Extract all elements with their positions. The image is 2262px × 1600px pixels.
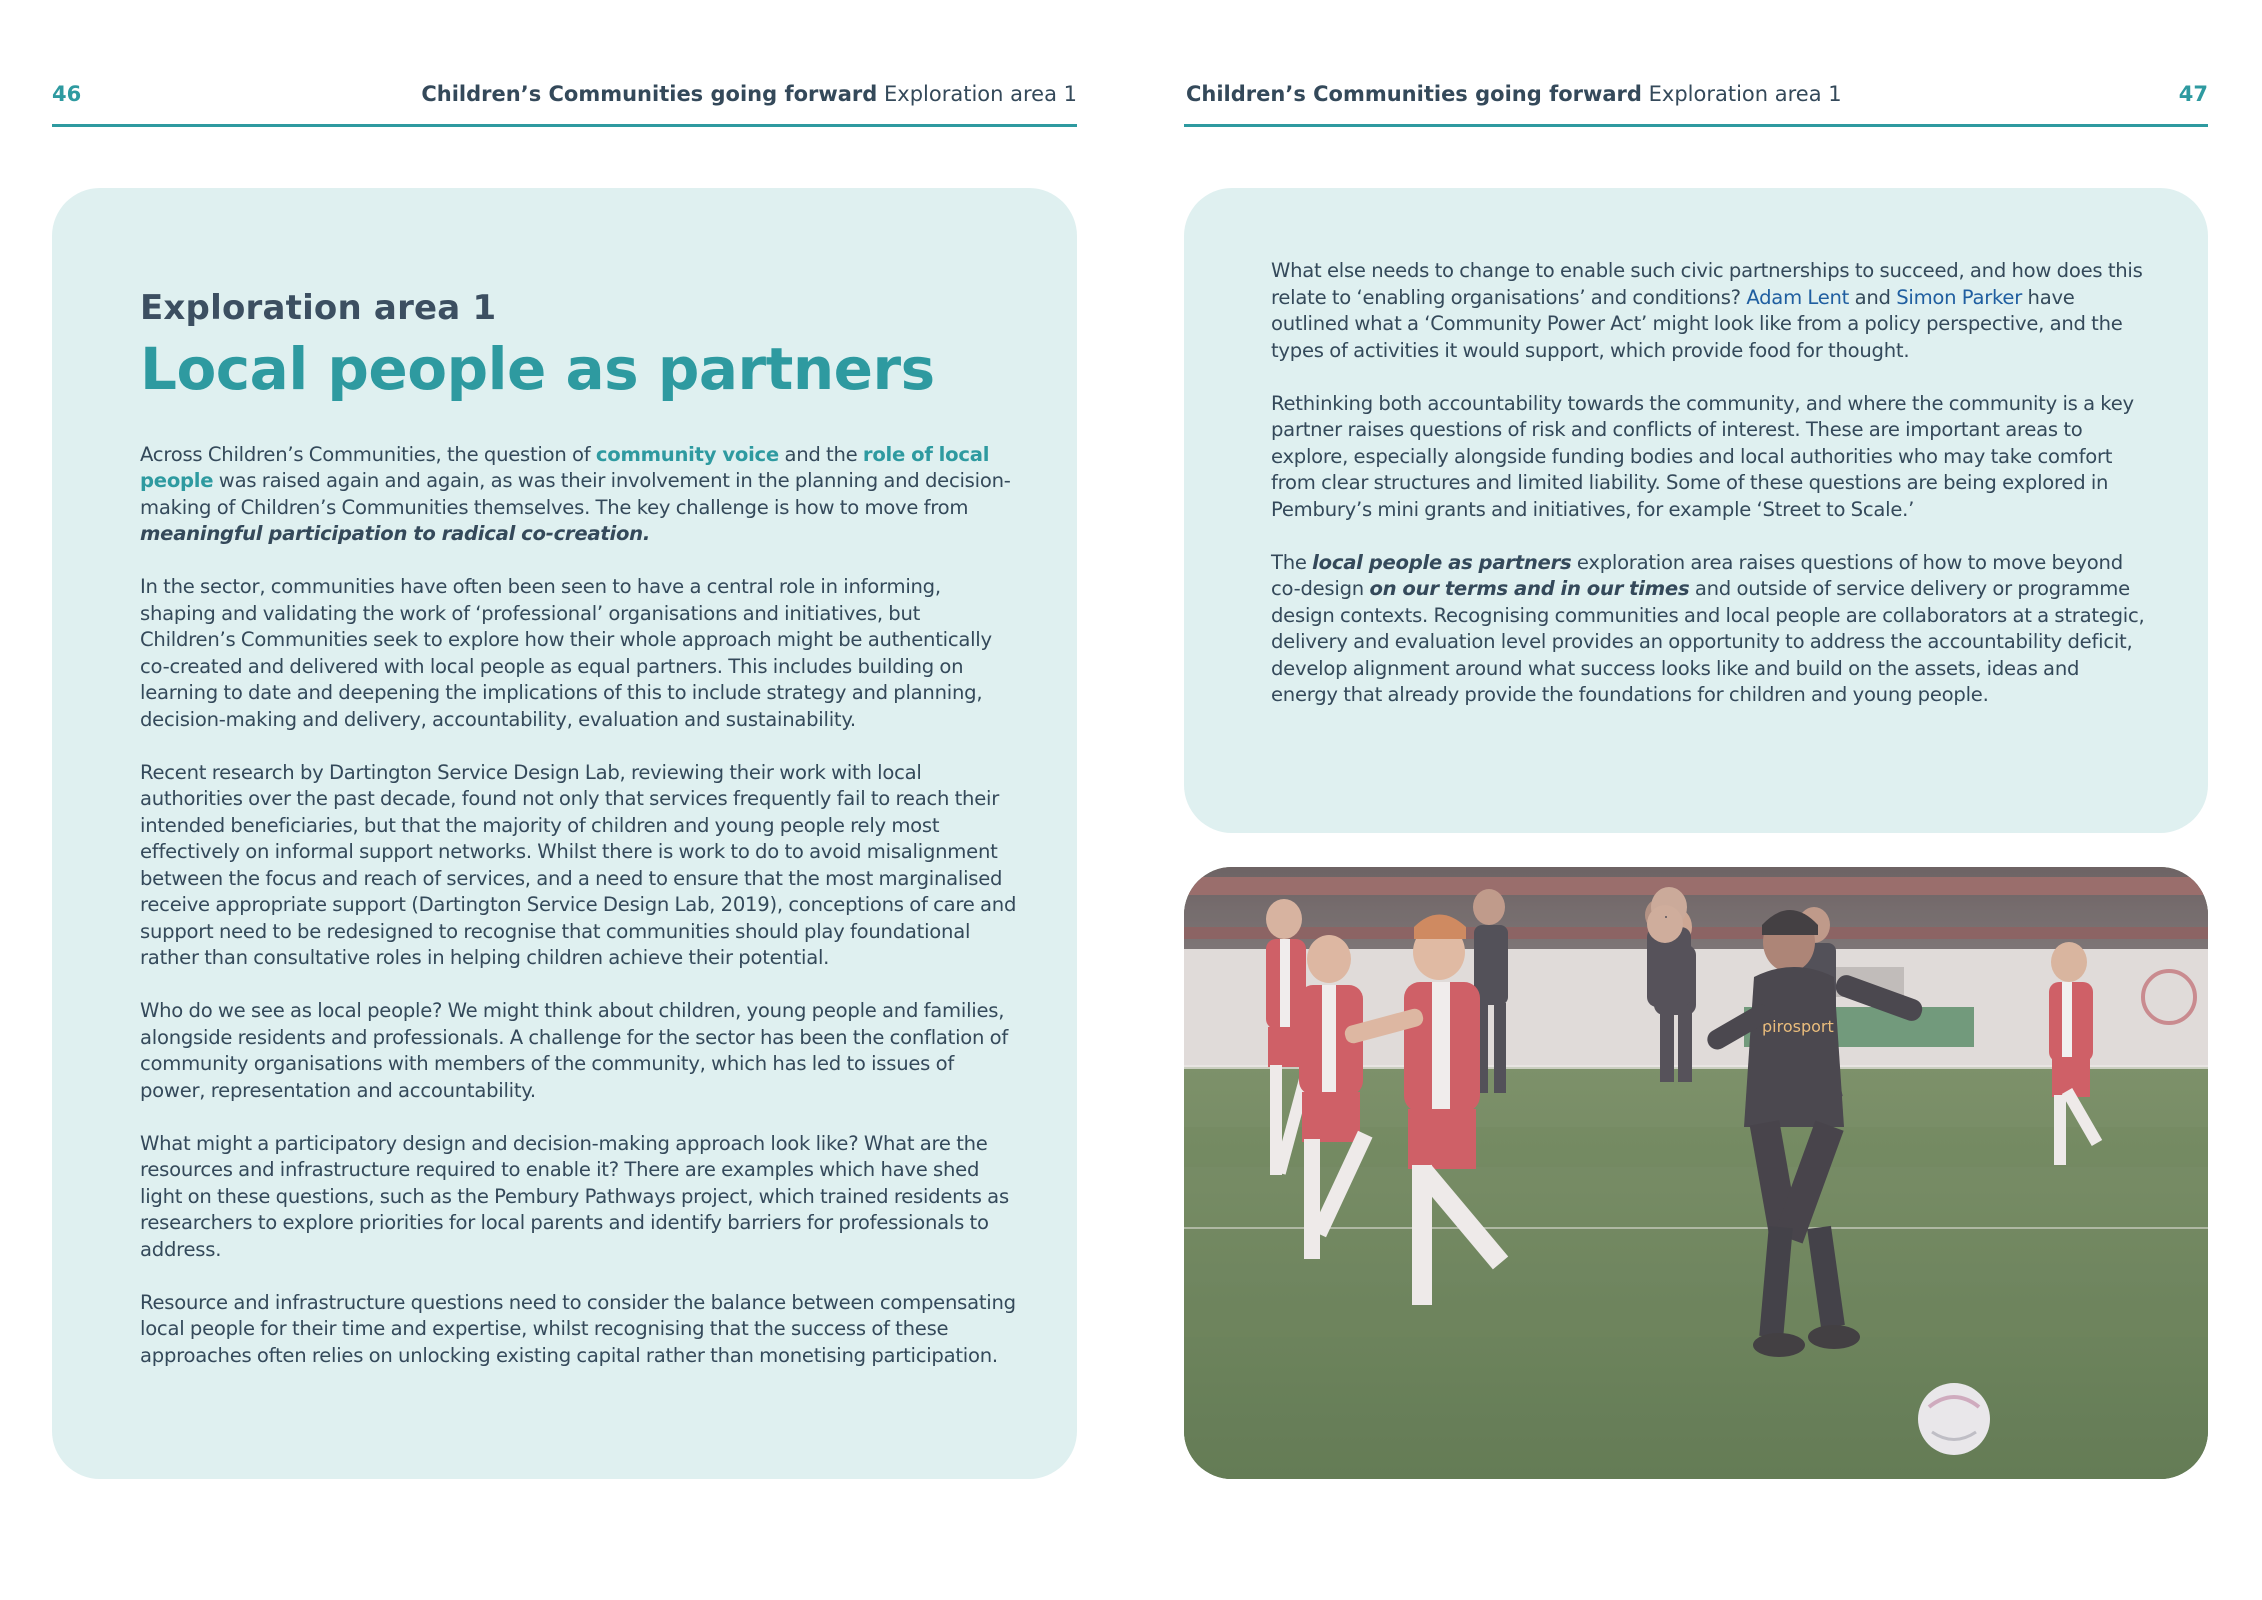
paragraph-1 <box>140 442 1020 548</box>
running-title-bold: Children’s Communities going forward <box>1186 82 1642 106</box>
shirt-text: pirosport <box>1762 1017 1834 1036</box>
page-number-right: 47 <box>2178 82 2208 106</box>
panel-text-left <box>140 288 1020 1396</box>
paragraph-2: In the sector, communities have often been seen to have a central role in informing, shaping and validating the work of ‘professional’ organisations and initiatives, but Children’s Communities seek to explore how their whole approach might be authentically co-created and delivered with local people as equal partners. This includes building on learning to date and deepening the implications of this to include strategy and planning, decision-making and delivery, accountability, evaluation and sustainability. <box>140 575 992 731</box>
emphasis-our-terms: on our terms and in our times <box>1369 577 1690 600</box>
panel-text-right <box>1271 258 2151 735</box>
text-run: was raised again and again, as was their involvement in the planning and decision-making of Children’s Communities themselves. The key challenge is how to move from <box>140 469 1011 519</box>
emphasis-co-creation: meaningful participation to radical co-creation. <box>140 522 651 546</box>
link-adam-lent[interactable]: Adam Lent <box>1746 285 1850 309</box>
page-number-left: 46 <box>52 82 82 106</box>
running-title-light: Exploration area 1 <box>884 82 1077 106</box>
youth-football-photo <box>1184 867 2208 1479</box>
running-title-left <box>421 82 1077 106</box>
text-run: The <box>1271 550 1313 574</box>
paragraph-r1 <box>1271 258 2151 364</box>
running-title-light: Exploration area 1 <box>1648 82 1842 106</box>
emphasis-local-people-as-partners: local people as partners <box>1312 550 1572 574</box>
running-title-bold: Children’s Communities going forward <box>421 82 878 106</box>
running-title-right <box>1186 82 1842 106</box>
section-eyebrow: Exploration area 1 <box>140 288 497 328</box>
paragraph-3: Recent research by Dartington Service Design Lab, reviewing their work with local authorities over the past decade, found not only that services frequently fail to reach their intended beneficiaries, but that the majority of children and young people rely most effectively on informal support networks. Whilst there is work to do to avoid misalignment between the focus and reach of services, and a need to ensure that the most marginalised receive appropriate support (Dartington Service Design Lab, 2019), conceptions of care and support need to be redesigned to recognise that communities should play foundational rather than consultative roles in helping children achieve their potential. <box>140 760 1017 970</box>
text-run: and outside of service delivery or programme design contexts. Recognising communities and local people are collaborators at a strategic, delivery and evaluation level provides an opportunity to address the accountability deficit, develop alignment around what success looks like and build on the assets, ideas and energy that already provide the foundations for children and young people. <box>1271 577 2145 706</box>
text-run: Across Children’s Communities, the question of <box>140 442 596 466</box>
paragraph-5: What might a participatory design and decision-making approach look like? What are the resources and infrastructure required to enable it? There are examples which have shed light on these questions, such as the Pembury Pathways project, which trained residents as researchers to explore priorities for local parents and identify barriers for professionals to address. <box>140 1131 1009 1261</box>
content-panel-right <box>1184 188 2208 833</box>
paragraph-6: Resource and infrastructure questions need to consider the balance between compensating local people for their time and expertise, whilst recognising that the success of these approaches often relies on unlocking existing capital rather than monetising participation. <box>140 1290 1016 1367</box>
page-header-left <box>52 80 1077 127</box>
page-header-right <box>1184 80 2208 127</box>
paragraph-4: Who do we see as local people? We might think about children, young people and families, alongside residents and professionals. A challenge for the sector has been the conflation of community organisations with members of the community, which has led to issues of power, representation and accountability. <box>140 999 1009 1102</box>
content-panel-left <box>52 188 1077 1479</box>
text-run: and <box>1849 285 1897 309</box>
text-run: exploration area raises questions of how to move beyond co-design <box>1271 550 2123 600</box>
paragraph-r3 <box>1271 550 2151 709</box>
highlight-role-of-local-people: role of local people <box>140 442 990 493</box>
highlight-community-voice: community voice <box>595 442 779 466</box>
photo-illustration <box>1184 867 2208 1479</box>
paragraph-r2: Rethinking both accountability towards the community, and where the community is a key partner raises questions of risk and conflicts of interest. These are important areas to explore, especially alongside funding bodies and local authorities who may take comfort from clear structures and limited liability. Some of these questions are being explored in Pembury’s mini grants and initiatives, for example ‘Street to Scale.’ <box>1271 391 2134 521</box>
text-run: What else needs to change to enable such civic partnerships to succeed, and how does this relate to ‘enabling organisations’ and conditions? <box>1271 259 2143 309</box>
right-page <box>1131 0 2262 1600</box>
text-run: and the <box>778 442 863 466</box>
text-run: have outlined what a ‘Community Power Act’ might look like from a policy perspective, and the types of activities it would support, which provide food for thought. <box>1271 285 2123 362</box>
link-simon-parker[interactable]: Simon Parker <box>1896 285 2023 309</box>
section-title: Local people as partners <box>140 335 935 403</box>
